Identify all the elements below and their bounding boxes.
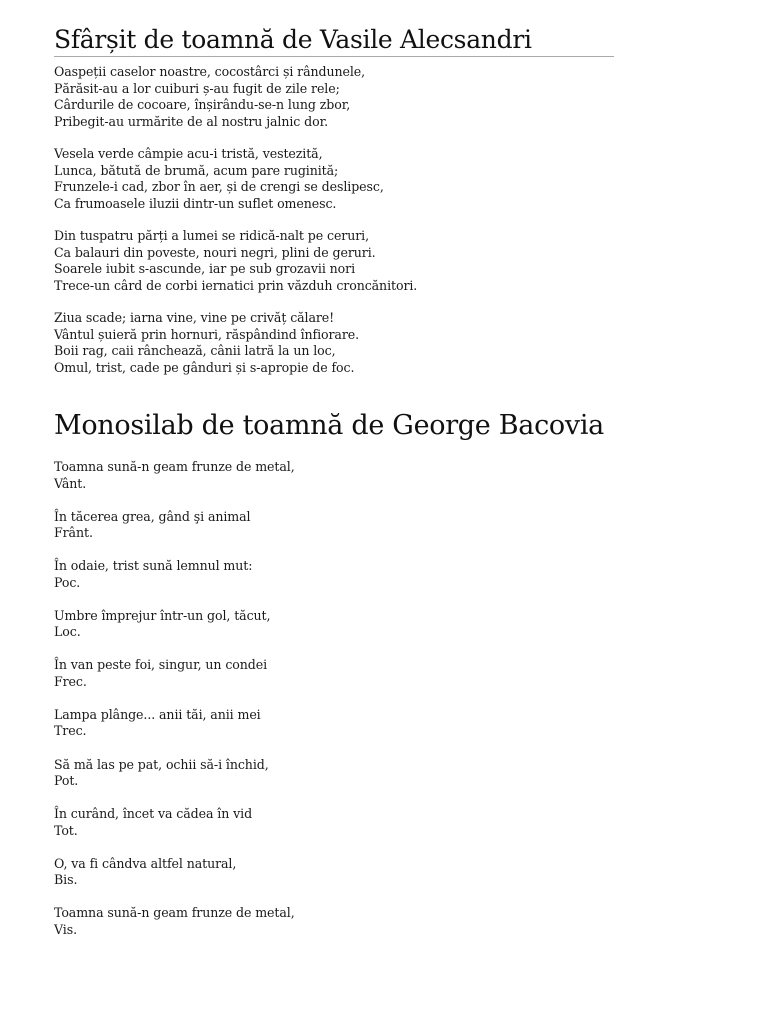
poem-line: Tot. bbox=[54, 822, 78, 838]
poem-line: Frec. bbox=[54, 673, 87, 689]
poem-line: Vesela verde câmpie acu-i tristă, vestezită, bbox=[54, 146, 323, 161]
poem-line: Frunzele-i cad, zbor în aer, și de crengi se deslipesc, bbox=[54, 179, 384, 194]
poem-line: Loc. bbox=[54, 624, 81, 640]
poem-line: Oaspeții caselor noastre, cocostârci și rândunele, bbox=[54, 64, 366, 79]
poem-line: Pot. bbox=[54, 773, 79, 789]
poem-line: Umbre împrejur într-un gol, tăcut, bbox=[54, 607, 271, 623]
poem-line: În curând, încet va cădea în vid bbox=[54, 806, 253, 822]
poem-body-bacovia bbox=[54, 459, 654, 955]
poem-line: Din tuspatru părți a lumei se ridică-nalt pe ceruri, bbox=[54, 228, 369, 243]
stanza bbox=[54, 310, 654, 376]
poem-line: Ziua scade; iarna vine, vine pe crivăț călare! bbox=[54, 310, 335, 325]
stanza bbox=[54, 806, 654, 839]
poem-line: Vânt. bbox=[54, 475, 87, 491]
poem-line: Soarele iubit s-ascunde, iar pe sub grozavii nori bbox=[54, 261, 355, 276]
poem-line: Trec. bbox=[54, 723, 87, 739]
poem-line: Lampa plânge... anii tăi, anii mei bbox=[54, 706, 261, 722]
stanza bbox=[54, 558, 654, 591]
poem-title-alecsandri: Sfârșit de toamnă de Vasile Alecsandri bbox=[54, 24, 614, 57]
stanza bbox=[54, 657, 654, 690]
poem-line: În van peste foi, singur, un condei bbox=[54, 657, 268, 673]
stanza bbox=[54, 856, 654, 889]
stanza bbox=[54, 459, 654, 492]
poem-line: Lunca, bătută de brumă, acum pare ruginită; bbox=[54, 162, 339, 178]
poem-line: Toamna sună-n geam frunze de metal, bbox=[54, 905, 295, 921]
poem-line: Boii rag, caii rânchează, cânii latră la un loc, bbox=[54, 343, 336, 358]
poem-line: Omul, trist, cade pe gânduri și s-apropie de foc. bbox=[54, 359, 355, 375]
poem-line: Să mă las pe pat, ochii să-i închid, bbox=[54, 756, 269, 772]
poem-body-alecsandri bbox=[54, 64, 654, 392]
stanza bbox=[54, 608, 654, 641]
stanza bbox=[54, 228, 654, 294]
stanza bbox=[54, 707, 654, 740]
poem-line: Vântul șuieră prin hornuri, răspândind înfiorare. bbox=[54, 326, 360, 342]
poem-line: Frânt. bbox=[54, 525, 93, 541]
stanza bbox=[54, 509, 654, 542]
stanza bbox=[54, 64, 654, 130]
poem-line: Cârdurile de cocoare, înșirându-se-n lung zbor, bbox=[54, 97, 351, 112]
stanza bbox=[54, 905, 654, 938]
poem-line: Toamna sună-n geam frunze de metal, bbox=[54, 459, 295, 474]
poem-title-bacovia: Monosilab de toamnă de George Bacovia bbox=[54, 410, 604, 441]
poem-line: Poc. bbox=[54, 574, 81, 590]
poem-line: Trece-un cârd de corbi iernatici prin văzduh croncănitori. bbox=[54, 277, 418, 293]
poem-line: Părăsit-au a lor cuiburi ș-au fugit de zile rele; bbox=[54, 80, 340, 96]
poem-line: În tăcerea grea, gând şi animal bbox=[54, 508, 251, 524]
poem-line: În odaie, trist sună lemnul mut: bbox=[54, 558, 253, 574]
poem-line: Bis. bbox=[54, 872, 78, 888]
stanza bbox=[54, 146, 654, 212]
poem-line: Pribegit-au urmărite de al nostru jalnic dor. bbox=[54, 113, 329, 129]
poem-line: Vis. bbox=[54, 921, 77, 937]
poem-line: O, va fi cândva altfel natural, bbox=[54, 855, 237, 871]
poem-line: Ca frumoasele iluzii dintr-un suflet omenesc. bbox=[54, 195, 337, 211]
stanza bbox=[54, 757, 654, 790]
poem-line: Ca balauri din poveste, nouri negri, plini de geruri. bbox=[54, 244, 376, 260]
